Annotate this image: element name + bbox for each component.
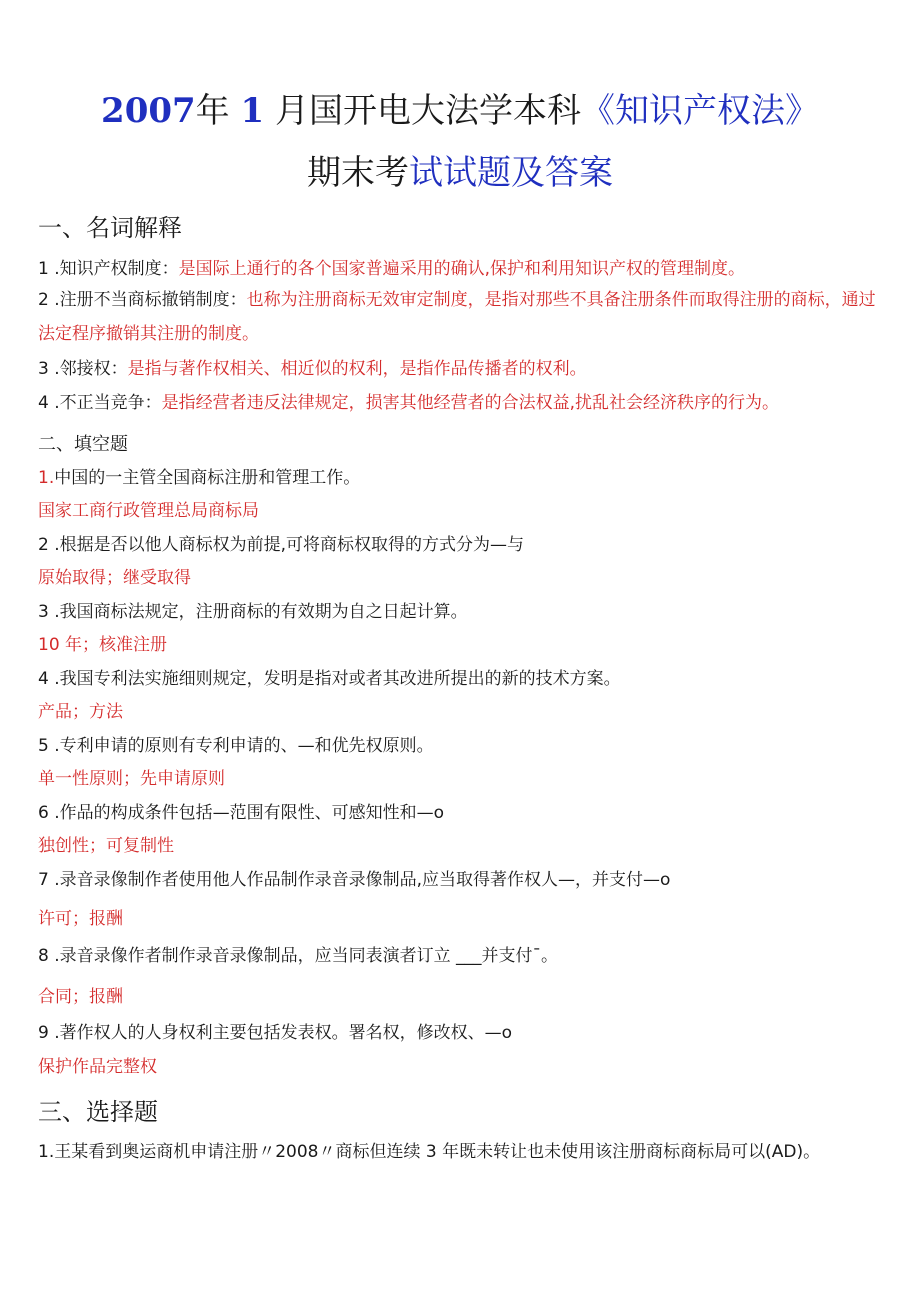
question-text: 我国商标法规定，注册商标的有效期为自之日起计算。 (59, 602, 468, 622)
definition-text: 是指与著作权相关、相近似的权利，是指作品传播者的权利。 (127, 359, 587, 379)
title-subject: 《知识产权法》 (580, 91, 819, 131)
question-item (38, 867, 670, 893)
answer-text: 原始取得；继受取得 (38, 568, 191, 588)
question-number: 6 . (38, 803, 60, 823)
question-number: 5 . (38, 736, 60, 756)
answer-text: 产品；方法 (38, 702, 123, 722)
definition-text: 也称为注册商标无效审定制度，是指对那些不具备注册条件而取得注册的商标，通过法定程序撤销其注册的制度。 (38, 290, 876, 344)
question-item (38, 465, 360, 491)
definition-item (38, 356, 587, 382)
question-text: 中国的一主管全国商标注册和管理工作。 (54, 468, 361, 488)
question-number: 1. (38, 468, 55, 488)
answer-text: 国家工商行政管理总局商标局 (38, 501, 259, 521)
title-course: 月国开电大法学本科 (274, 91, 581, 131)
question-item (38, 733, 434, 759)
definition-item (38, 283, 878, 351)
answer-text: 独创性；可复制性 (38, 836, 174, 856)
question-number: 9 . (38, 1023, 60, 1043)
question-number: 7 . (38, 870, 60, 890)
title-exam: 期末考 (307, 153, 409, 193)
question-item (38, 1020, 512, 1046)
question-number: 2 . (38, 535, 60, 555)
document-title-line2 (0, 150, 920, 196)
title-answers: 试试题及答案 (409, 153, 613, 193)
definition-item (38, 390, 779, 416)
question-number: 3 . (38, 602, 60, 622)
definition-term: 3 .邻接权： (38, 359, 128, 379)
question-number: 8 . (38, 946, 60, 966)
question-text: 著作权人的人身权利主要包括发表权。署名权，修改权、—o (59, 1023, 513, 1043)
definition-term: 4 .不正当竞争： (38, 393, 162, 413)
question-item (38, 599, 468, 625)
title-year: 2007 (101, 91, 196, 131)
definition-text: 是指经营者违反法律规定，损害其他经营者的合法权益,扰乱社会经济秩序的行为。 (161, 393, 780, 413)
definition-term: 2 .注册不当商标撤销制度： (38, 290, 247, 310)
answer-text: 保护作品完整权 (38, 1057, 157, 1077)
section-heading-definitions: 一、名词解释 (38, 214, 182, 242)
question-text: 根据是否以他人商标权为前提,可将商标权取得的方式分为—与 (59, 535, 525, 555)
question-text: 我国专利法实施细则规定，发明是指对或者其改进所提出的新的技术方案。 (59, 669, 621, 689)
question-item (38, 666, 621, 692)
title-month: 1 (240, 91, 265, 131)
document-title-line1 (0, 88, 920, 134)
definition-text: 是国际上通行的各个国家普遍采用的确认,保护和利用知识产权的管理制度。 (178, 259, 746, 279)
section-heading-fill-blanks: 二、填空题 (38, 434, 128, 455)
question-item (38, 800, 444, 826)
choice-question: 1.王某看到奥运商机申请注册〃2008〃商标但连续 3 年既未转让也未使用该注册商标商标局可以(AD)。 (38, 1142, 821, 1162)
question-text: 专利申请的原则有专利申请的、—和优先权原则。 (59, 736, 434, 756)
answer-text: 合同；报酬 (38, 987, 123, 1007)
question-item (38, 532, 524, 558)
question-text: 录音录像作者制作录音录像制品，应当同表演者订立 ___并支付¯。 (59, 946, 559, 966)
answer-text: 单一性原则；先申请原则 (38, 769, 225, 789)
title-year-char: 年 (195, 91, 230, 131)
question-item (38, 943, 558, 969)
definition-item (38, 256, 745, 282)
definition-term: 1 .知识产权制度： (38, 259, 179, 279)
question-number: 4 . (38, 669, 60, 689)
answer-text: 10 年；核准注册 (38, 635, 168, 655)
question-text: 录音录像制作者使用他人作品制作录音录像制品,应当取得著作权人—，并支付—o (59, 870, 671, 890)
section-heading-multiple-choice: 三、选择题 (38, 1098, 158, 1126)
question-text: 作品的构成条件包括—范围有限性、可感知性和—o (59, 803, 445, 823)
answer-text: 许可；报酬 (38, 909, 123, 929)
